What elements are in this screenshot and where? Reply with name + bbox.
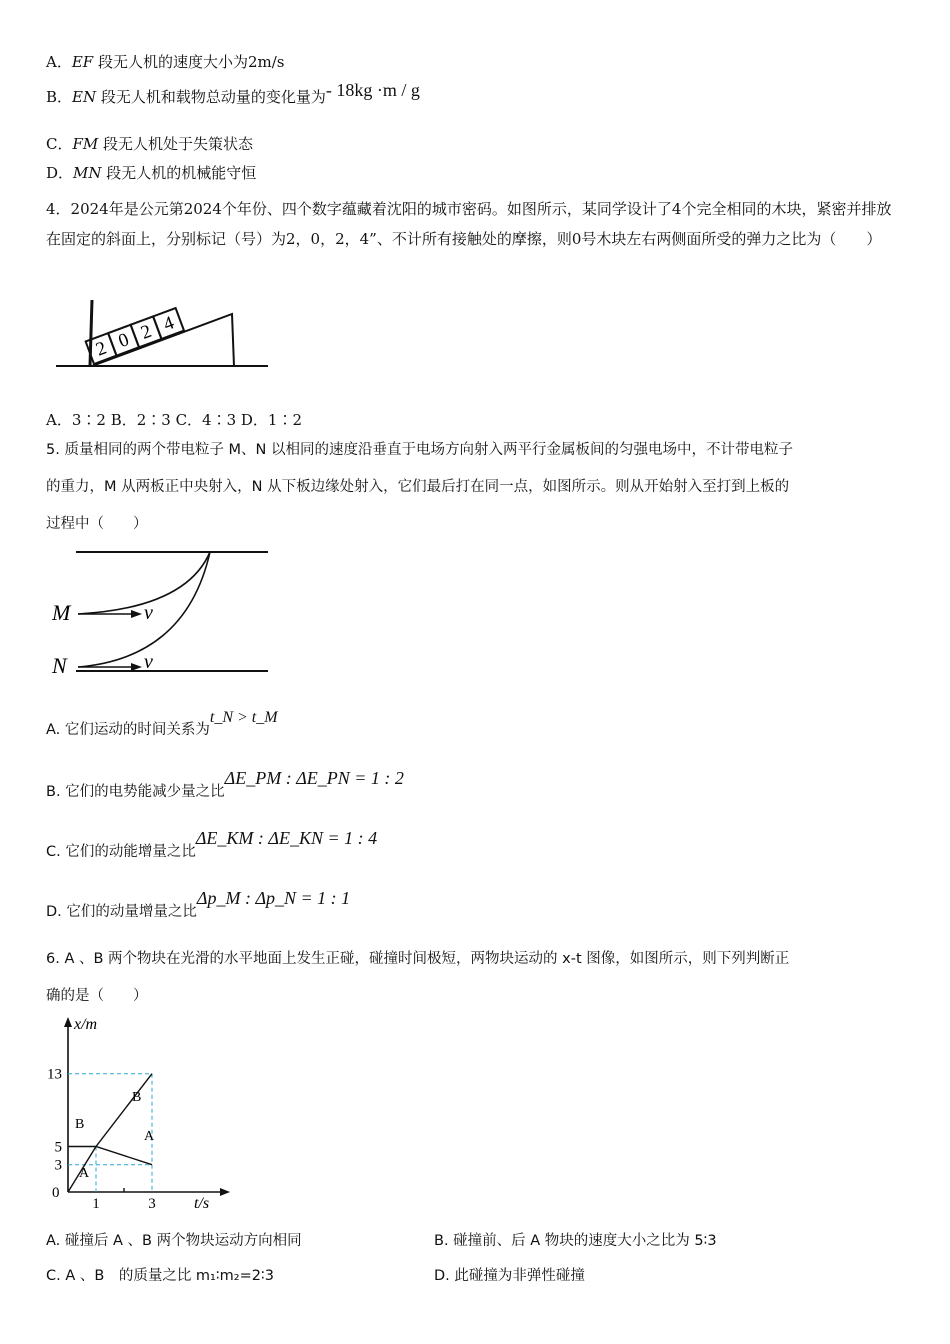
x-axis-arrow (220, 1188, 230, 1196)
x-tick-label: 3 (148, 1196, 156, 1212)
series-b-label-after: B (132, 1090, 142, 1105)
option-text: C. 它们的动能增量之比 (46, 844, 196, 860)
q5-option-d (46, 888, 351, 922)
potential-energy-ratio-formula: ΔE_PM : ΔE_PN = 1 : 2 (224, 768, 404, 788)
series-b-line (68, 1074, 152, 1147)
option-label: B． (46, 88, 73, 106)
q6-xt-chart (46, 1012, 236, 1212)
label-v-m: v (144, 602, 153, 624)
q6-stem-line-2: 确的是（ ） (46, 988, 148, 1004)
option-text: B. 它们的电势能减少量之比 (46, 784, 225, 800)
option-label: A． (46, 53, 72, 71)
q4-stem: 4．2024年是公元第2024个年份、四个数字蕴藏着沈阳的城市密码。如图所示，某同学设计了4个完全相同的木块，紧密并排放在固定的斜面上，分别标记（号）为2，0，2，4”、不计所有接触处的摩擦，则0号木块左右两侧面所受的弹力之比为（ ） (46, 200, 892, 248)
q6-option-d: D. 此碰撞为非弹性碰撞 (434, 1268, 585, 1284)
y-tick-label: 5 (54, 1139, 62, 1156)
option-label: D． (46, 164, 74, 182)
q5-stem-line-2: 的重力，M 从两板正中央射入，N 从下板边缘处射入，它们最后打在同一点，如图所示。则从开始射入至打到上板的 (46, 479, 790, 495)
x-tick-label: 1 (92, 1196, 100, 1212)
q6-option-a: A. 碰撞后 A 、B 两个物块运动方向相同 (46, 1233, 302, 1249)
option-text: 段无人机处于失策状态 (103, 135, 254, 153)
momentum-ratio-formula: Δp_M : Δp_N = 1 : 1 (196, 888, 351, 908)
q3-option-d (46, 163, 256, 183)
y-tick-label: 13 (47, 1066, 62, 1083)
label-m: M (52, 600, 71, 625)
block-label: 4 (160, 312, 177, 336)
series-b-label-before: B (75, 1117, 85, 1132)
q4-options: A．3∶2 B．2∶3 C．4∶3 D．1∶2 (46, 411, 303, 429)
time-relation-formula: t_N > t_M (209, 709, 278, 726)
kinetic-energy-ratio-formula: ΔE_KM : ΔE_KN = 1 : 4 (195, 828, 378, 848)
label-n: N (52, 653, 67, 678)
segment-name: EN (72, 88, 97, 106)
q5-stem-line-3: 过程中（ ） (46, 516, 148, 532)
label-v-n: v (144, 651, 153, 673)
y-axis-label: x/m (74, 1016, 98, 1033)
series-a-label-after: A (144, 1129, 155, 1144)
q5-option-a (46, 709, 278, 740)
option-text: A. 它们运动的时间关系为 (46, 722, 210, 738)
option-text: D. 它们的动量增量之比 (46, 904, 197, 920)
q5-option-b (46, 768, 404, 802)
y-axis-arrow (64, 1017, 72, 1027)
block-row (86, 308, 184, 364)
q3-option-c (46, 134, 253, 154)
momentum-change-formula: - 18kg ·m / g (325, 80, 420, 100)
option-label: C． (46, 135, 73, 153)
option-text: 段无人机和载物总动量的变化量为 (100, 88, 326, 106)
x-axis-label: t/s (194, 1195, 210, 1212)
q5-option-c (46, 828, 378, 862)
option-text: 段无人机的机械能守恒 (106, 164, 257, 182)
segment-name: MN (73, 164, 102, 182)
q6-stem-line-1: 6. A 、B 两个物块在光滑的水平地面上发生正碰，碰撞时间极短，两物块运动的 x-t 图像，如图所示，则下列判断正 (46, 951, 790, 967)
q3-option-b (46, 80, 420, 107)
q3-option-a (46, 52, 285, 72)
q6-option-b: B. 碰撞前、后 A 物块的速度大小之比为 5∶3 (434, 1233, 717, 1249)
series-a-label-before: A (79, 1166, 90, 1181)
origin-label: 0 (52, 1185, 60, 1201)
block-label: 0 (115, 329, 132, 353)
segment-name: FM (72, 135, 99, 153)
block-label: 2 (93, 337, 110, 361)
q5-stem-line-1: 5. 质量相同的两个带电粒子 M、N 以相同的速度沿垂直于电场方向射入两平行金属板间的匀强电场中，不计带电粒子 (46, 442, 794, 458)
m-arrowhead (131, 610, 142, 618)
q4-incline-figure (46, 280, 276, 375)
y-tick-label: 3 (54, 1157, 62, 1174)
segment-name: EF (71, 53, 94, 71)
block-label: 2 (138, 320, 155, 344)
q5-field-figure (46, 540, 276, 680)
q6-option-c: C. A 、B 的质量之比 m₁∶m₂=2∶3 (46, 1268, 274, 1284)
option-text: 段无人机的速度大小为2m/s (97, 53, 285, 71)
n-arrowhead (131, 663, 142, 671)
